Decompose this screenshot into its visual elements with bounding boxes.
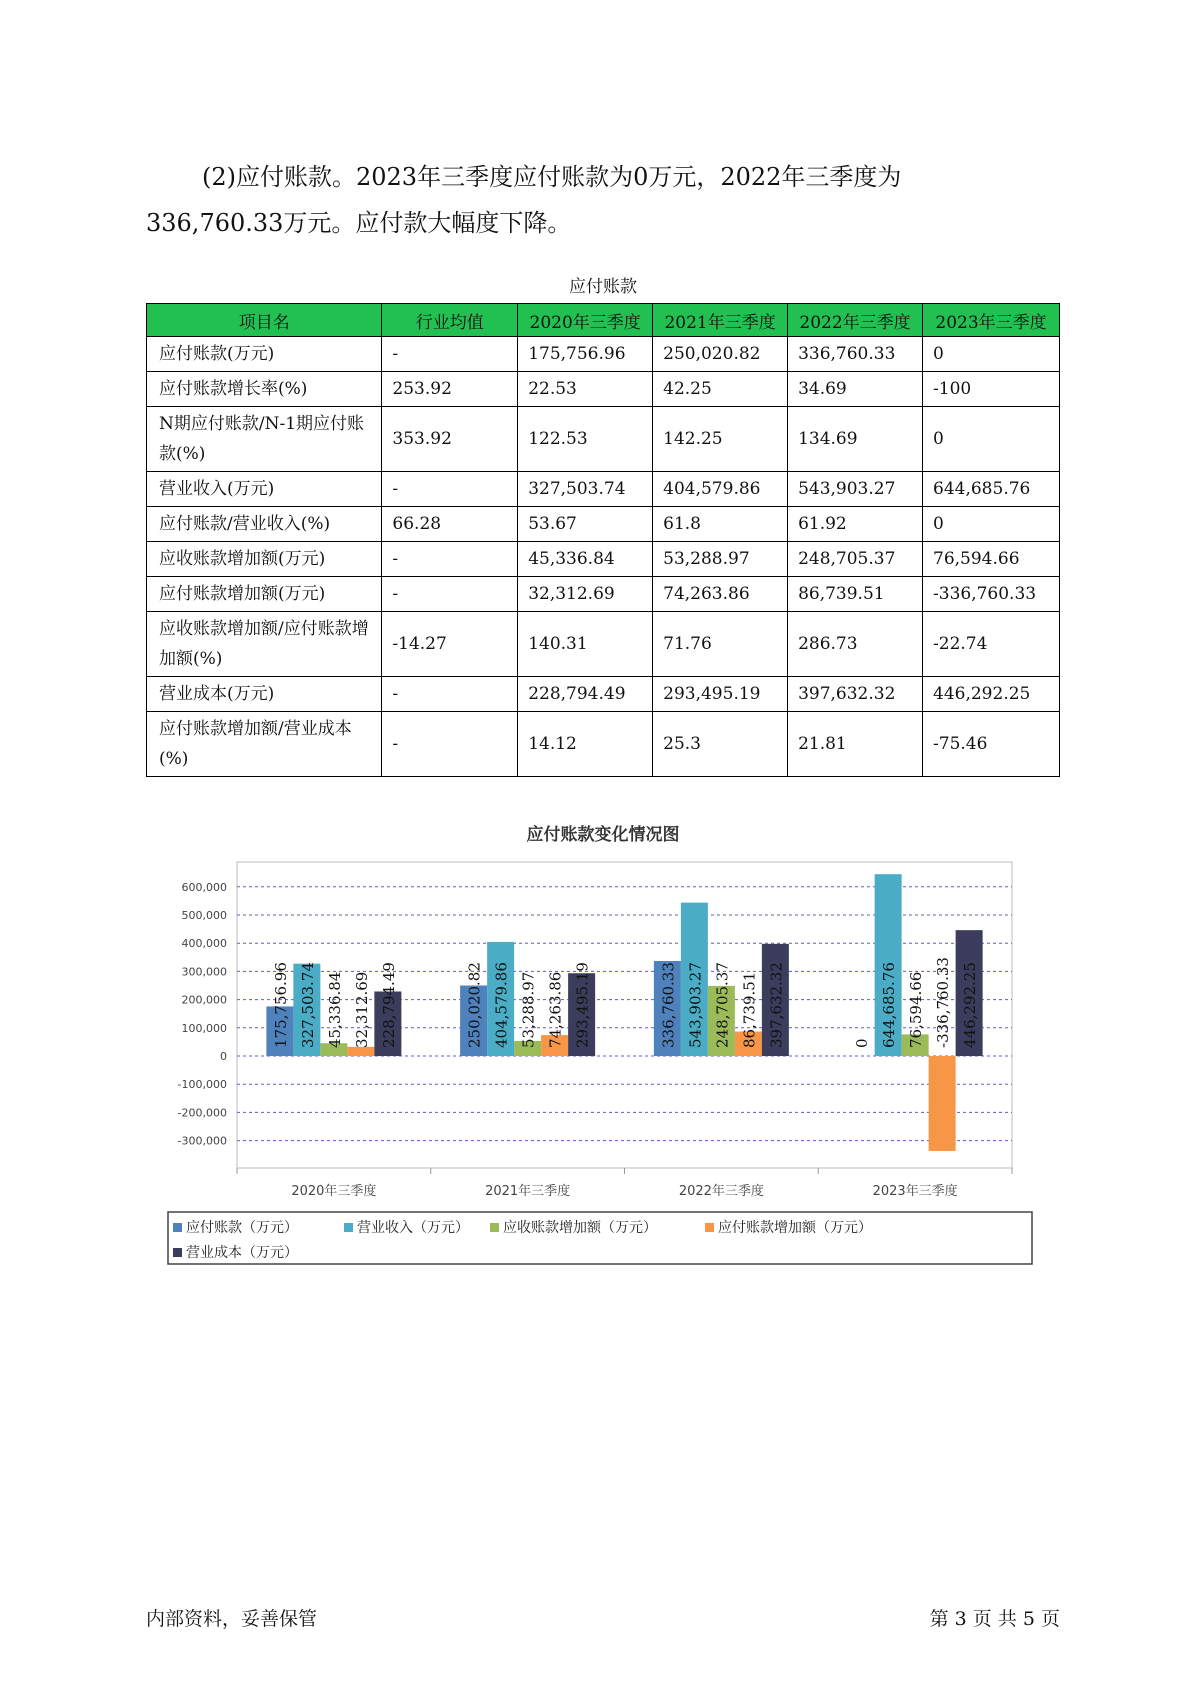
table-cell: 353.92: [382, 407, 518, 472]
data-label: 86,739.51: [740, 971, 759, 1048]
data-label: 336,760.33: [659, 962, 678, 1048]
table-cell: 61.92: [788, 507, 923, 542]
table-cell: 21.81: [788, 712, 923, 777]
header-2021q3: 2021年三季度: [653, 304, 788, 337]
data-label: 293,495.19: [573, 962, 592, 1048]
data-label: 228,794.49: [379, 962, 398, 1048]
table-cell: 45,336.84: [518, 542, 653, 577]
table-cell: -: [382, 577, 518, 612]
y-tick-label: 200,000: [181, 993, 227, 1007]
table-cell: 14.12: [518, 712, 653, 777]
table-cell: -: [382, 677, 518, 712]
table-cell: 175,756.96: [518, 337, 653, 372]
y-tick-label: 100,000: [181, 1021, 227, 1035]
table-cell: 0: [923, 337, 1060, 372]
header-industry-avg: 行业均值: [382, 304, 518, 337]
table-cell: 228,794.49: [518, 677, 653, 712]
row-label: 应付账款(万元): [147, 337, 382, 372]
table-cell: 404,579.86: [653, 472, 788, 507]
table-cell: -100: [923, 372, 1060, 407]
data-label: 397,632.32: [767, 962, 786, 1048]
table-cell: 644,685.76: [923, 472, 1060, 507]
table-cell: 327,503.74: [518, 472, 653, 507]
x-tick-label: 2020年三季度: [291, 1184, 377, 1199]
legend-label: 营业成本（万元）: [186, 1245, 298, 1261]
table-cell: 53,288.97: [653, 542, 788, 577]
table-cell: 76,594.66: [923, 542, 1060, 577]
data-label: 0: [853, 1038, 872, 1048]
data-label: 248,705.37: [713, 962, 732, 1048]
table-cell: 25.3: [653, 712, 788, 777]
table-cell: 248,705.37: [788, 542, 923, 577]
table-cell: 71.76: [653, 612, 788, 677]
table-cell: 397,632.32: [788, 677, 923, 712]
data-label: 53,288.97: [519, 971, 538, 1048]
table-cell: 122.53: [518, 407, 653, 472]
paragraph-line-1: (2)应付账款。2023年三季度应付账款为0万元，2022年三季度为: [202, 163, 902, 191]
legend-label: 营业收入（万元）: [357, 1220, 469, 1236]
table-cell: 34.69: [788, 372, 923, 407]
table-cell: -: [382, 472, 518, 507]
legend-swatch: [705, 1223, 714, 1232]
table-cell: -22.74: [923, 612, 1060, 677]
table-cell: 53.67: [518, 507, 653, 542]
table-cell: 86,739.51: [788, 577, 923, 612]
table-cell: -14.27: [382, 612, 518, 677]
table-cell: 32,312.69: [518, 577, 653, 612]
table-caption: 应付账款: [569, 277, 637, 297]
data-label: 74,263.86: [546, 971, 565, 1048]
y-tick-label: -100,000: [177, 1078, 227, 1092]
table-cell: -336,760.33: [923, 577, 1060, 612]
legend-swatch: [173, 1223, 182, 1232]
row-label: 应付账款增加额(万元): [147, 577, 382, 612]
table-cell: 42.25: [653, 372, 788, 407]
bar-4: [929, 1056, 956, 1151]
table-cell: -: [382, 542, 518, 577]
y-tick-label: 400,000: [181, 937, 227, 951]
row-label: 应付账款增长率(%): [147, 372, 382, 407]
row-label: N期应付账款/N-1期应付账款(%): [147, 407, 382, 472]
data-label: 644,685.76: [880, 962, 899, 1048]
header-2023q3: 2023年三季度: [923, 304, 1060, 337]
table-cell: 250,020.82: [653, 337, 788, 372]
table-cell: 142.25: [653, 407, 788, 472]
table-cell: 336,760.33: [788, 337, 923, 372]
data-label: 250,020.82: [465, 962, 484, 1048]
table-cell: 61.8: [653, 507, 788, 542]
table-cell: -75.46: [923, 712, 1060, 777]
data-label: 175,756.96: [271, 962, 290, 1048]
legend-swatch: [173, 1248, 182, 1257]
paragraph-line-2: 336,760.33万元。应付款大幅度下降。: [146, 209, 572, 237]
table-cell: 0: [923, 407, 1060, 472]
table-cell: 74,263.86: [653, 577, 788, 612]
data-label: -336,760.33: [934, 957, 953, 1048]
row-label: 应收账款增加额/应付账款增加额(%): [147, 612, 382, 677]
data-label: 446,292.25: [961, 962, 980, 1048]
legend-swatch: [490, 1223, 499, 1232]
table-cell: -: [382, 712, 518, 777]
y-tick-label: 600,000: [181, 880, 227, 894]
data-label: 32,312.69: [352, 971, 371, 1048]
header-2022q3: 2022年三季度: [788, 304, 923, 337]
table-cell: 22.53: [518, 372, 653, 407]
table-cell: 134.69: [788, 407, 923, 472]
table-cell: 66.28: [382, 507, 518, 542]
row-label: 营业收入(万元): [147, 472, 382, 507]
legend-label: 应付账款增加额（万元）: [718, 1220, 872, 1236]
header-item-name: 项目名: [147, 304, 382, 337]
x-tick-label: 2021年三季度: [485, 1184, 571, 1199]
table-cell: 286.73: [788, 612, 923, 677]
table-cell: 543,903.27: [788, 472, 923, 507]
row-label: 应付账款增加额/营业成本(%): [147, 712, 382, 777]
data-label: 76,594.66: [907, 971, 926, 1048]
x-tick-label: 2023年三季度: [872, 1184, 958, 1199]
footer-confidential: 内部资料，妥善保管: [146, 1608, 318, 1630]
row-label: 营业成本(万元): [147, 677, 382, 712]
table-cell: 0: [923, 507, 1060, 542]
legend-label: 应付账款（万元）: [186, 1220, 298, 1236]
row-label: 应收账款增加额(万元): [147, 542, 382, 577]
y-tick-label: 300,000: [181, 965, 227, 979]
row-label: 应付账款/营业收入(%): [147, 507, 382, 542]
chart-title: 应付账款变化情况图: [526, 825, 680, 845]
x-tick-label: 2022年三季度: [678, 1184, 764, 1199]
header-2020q3: 2020年三季度: [518, 304, 653, 337]
table-cell: 140.31: [518, 612, 653, 677]
data-label: 404,579.86: [492, 962, 511, 1048]
legend-label: 应收账款增加额（万元）: [503, 1220, 657, 1236]
legend-swatch: [344, 1223, 353, 1232]
y-tick-label: -300,000: [177, 1134, 227, 1148]
table-cell: -: [382, 337, 518, 372]
data-label: 327,503.74: [298, 962, 317, 1048]
y-tick-label: 0: [220, 1050, 227, 1063]
data-label: 543,903.27: [686, 962, 705, 1048]
table-cell: 446,292.25: [923, 677, 1060, 712]
data-label: 45,336.84: [325, 971, 344, 1048]
footer-page-number: 第 3 页 共 5 页: [929, 1608, 1060, 1630]
table-cell: 253.92: [382, 372, 518, 407]
y-tick-label: 500,000: [181, 909, 227, 922]
y-tick-label: -200,000: [177, 1106, 227, 1120]
table-cell: 293,495.19: [653, 677, 788, 712]
